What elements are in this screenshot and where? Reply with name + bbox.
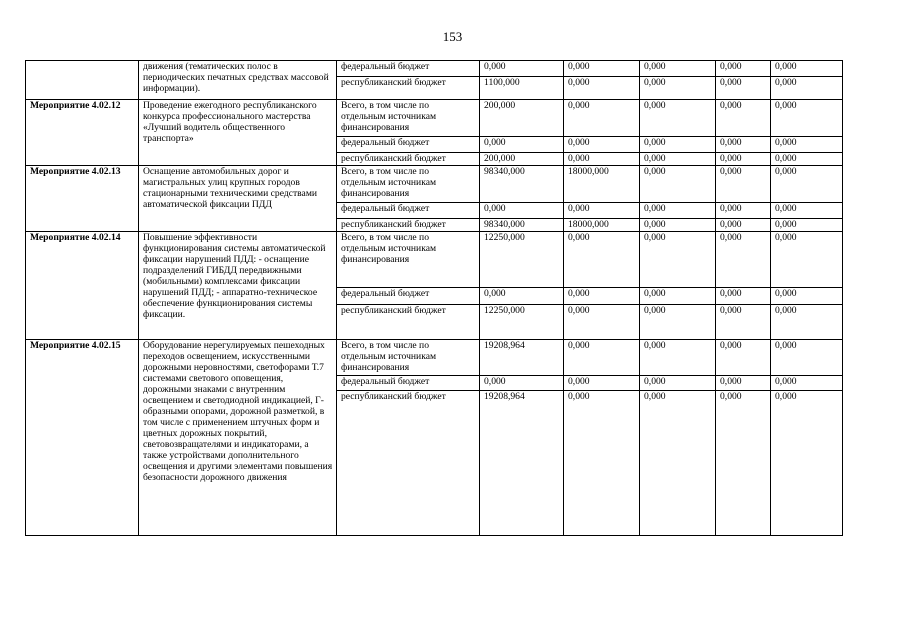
amount-cell: 0,000 — [771, 376, 843, 391]
measure-description: Повышение эффективности функционирования системы автоматической фиксации нарушений ПДД: - оснащение подразделений ГИБДД передвижными (мобильными) комплексами фиксации нарушений ПДД; - аппаратно-техническое обеспечение функционирования системы фиксации. — [139, 232, 337, 340]
page-number: 153 — [442, 29, 463, 44]
table-row — [26, 340, 843, 376]
amount-cell: 0,000 — [564, 61, 640, 77]
measure-code: Мероприятие 4.02.14 — [26, 232, 139, 340]
amount-cell: 0,000 — [640, 137, 716, 153]
funding-source: федеральный бюджет — [337, 137, 480, 153]
amount-cell: 18000,000 — [564, 166, 640, 203]
amount-cell: 0,000 — [640, 391, 716, 536]
amount-cell: 0,000 — [640, 77, 716, 100]
amount-cell: 0,000 — [771, 100, 843, 137]
amount-cell: 0,000 — [771, 137, 843, 153]
amount-cell: 0,000 — [716, 340, 771, 376]
table-row — [26, 166, 843, 203]
amount-cell: 0,000 — [716, 288, 771, 305]
amount-cell: 0,000 — [771, 203, 843, 219]
measure-description: Оборудование нерегулируемых пешеходных переходов освещением, искусственными дорожными неровностями, светофорами Т.7 системами светового оповещения, дорожными знаками с внутренним освещением и светодиодной индикацией, Г-образными опорами, дорожной разметкой, в том числе с применением штучных форм и цветных дорожных покрытий, световозвращателями и индикаторами, а также устройствами дополнительного освещения и другими элементами повышения безопасности дорожного движения — [139, 340, 337, 536]
amount-cell: 0,000 — [640, 340, 716, 376]
funding-source: федеральный бюджет — [337, 203, 480, 219]
funding-source: Всего, в том числе по отдельным источникам финансирования — [337, 166, 480, 203]
funding-source: федеральный бюджет — [337, 61, 480, 77]
funding-source: республиканский бюджет — [337, 77, 480, 100]
amount-cell: 98340,000 — [480, 166, 564, 203]
amount-cell: 0,000 — [640, 232, 716, 288]
funding-source: Всего, в том числе по отдельным источникам финансирования — [337, 340, 480, 376]
table-row — [26, 232, 843, 288]
amount-cell: 0,000 — [771, 77, 843, 100]
amount-cell: 0,000 — [640, 288, 716, 305]
funding-source: Всего, в том числе по отдельным источникам финансирования — [337, 100, 480, 137]
amount-cell: 0,000 — [564, 77, 640, 100]
amount-cell: 0,000 — [716, 100, 771, 137]
amount-cell: 0,000 — [771, 391, 843, 536]
amount-cell: 0,000 — [771, 166, 843, 203]
amount-cell: 0,000 — [480, 137, 564, 153]
amount-cell: 0,000 — [640, 166, 716, 203]
amount-cell: 0,000 — [480, 61, 564, 77]
amount-cell: 0,000 — [480, 203, 564, 219]
measure-description: Оснащение автомобильных дорог и магистральных улиц крупных городов стационарными техническими средствами автоматической фиксации ПДД — [139, 166, 337, 232]
measure-code: Мероприятие 4.02.15 — [26, 340, 139, 536]
amount-cell: 0,000 — [564, 391, 640, 536]
amount-cell: 0,000 — [771, 288, 843, 305]
measure-description: Проведение ежегодного республиканского конкурса профессионального мастерства «Лучший водитель общественного транспорта» — [139, 100, 337, 166]
amount-cell: 0,000 — [564, 305, 640, 340]
amount-cell: 0,000 — [564, 137, 640, 153]
amount-cell: 0,000 — [564, 100, 640, 137]
amount-cell: 0,000 — [716, 77, 771, 100]
amount-cell: 0,000 — [640, 219, 716, 232]
measure-description: движения (тематических полос в периодических печатных средствах массовой информации). — [139, 61, 337, 100]
funding-source: республиканский бюджет — [337, 391, 480, 536]
measure-code: Мероприятие 4.02.13 — [26, 166, 139, 232]
funding-source: республиканский бюджет — [337, 219, 480, 232]
amount-cell: 0,000 — [640, 100, 716, 137]
table-row — [26, 100, 843, 137]
funding-source: федеральный бюджет — [337, 288, 480, 305]
funding-source: республиканский бюджет — [337, 305, 480, 340]
budget-table — [25, 60, 843, 536]
amount-cell: 0,000 — [640, 305, 716, 340]
amount-cell: 0,000 — [480, 376, 564, 391]
amount-cell: 0,000 — [564, 232, 640, 288]
amount-cell: 0,000 — [564, 288, 640, 305]
amount-cell: 0,000 — [640, 376, 716, 391]
amount-cell: 0,000 — [771, 305, 843, 340]
amount-cell: 12250,000 — [480, 232, 564, 288]
amount-cell: 0,000 — [771, 153, 843, 166]
amount-cell: 19208,964 — [480, 391, 564, 536]
amount-cell: 0,000 — [771, 61, 843, 77]
amount-cell: 0,000 — [640, 153, 716, 166]
amount-cell: 0,000 — [716, 376, 771, 391]
amount-cell: 0,000 — [771, 219, 843, 232]
amount-cell: 0,000 — [480, 288, 564, 305]
amount-cell: 0,000 — [771, 232, 843, 288]
amount-cell: 0,000 — [716, 137, 771, 153]
table-row — [26, 61, 843, 77]
funding-source: Всего, в том числе по отдельным источникам финансирования — [337, 232, 480, 288]
amount-cell: 0,000 — [716, 219, 771, 232]
amount-cell: 98340,000 — [480, 219, 564, 232]
amount-cell: 200,000 — [480, 153, 564, 166]
amount-cell: 12250,000 — [480, 305, 564, 340]
amount-cell: 200,000 — [480, 100, 564, 137]
amount-cell: 0,000 — [564, 340, 640, 376]
amount-cell: 18000,000 — [564, 219, 640, 232]
amount-cell: 0,000 — [716, 166, 771, 203]
amount-cell: 19208,964 — [480, 340, 564, 376]
measure-code: Мероприятие 4.02.12 — [26, 100, 139, 166]
amount-cell: 0,000 — [716, 305, 771, 340]
amount-cell: 0,000 — [564, 153, 640, 166]
amount-cell: 0,000 — [716, 153, 771, 166]
amount-cell: 0,000 — [640, 203, 716, 219]
amount-cell: 0,000 — [640, 61, 716, 77]
amount-cell: 1100,000 — [480, 77, 564, 100]
amount-cell: 0,000 — [716, 232, 771, 288]
measure-code-cell — [26, 61, 139, 100]
amount-cell: 0,000 — [716, 203, 771, 219]
funding-source: федеральный бюджет — [337, 376, 480, 391]
funding-source: республиканский бюджет — [337, 153, 480, 166]
amount-cell: 0,000 — [564, 203, 640, 219]
amount-cell: 0,000 — [564, 376, 640, 391]
amount-cell: 0,000 — [771, 340, 843, 376]
amount-cell: 0,000 — [716, 391, 771, 536]
amount-cell: 0,000 — [716, 61, 771, 77]
